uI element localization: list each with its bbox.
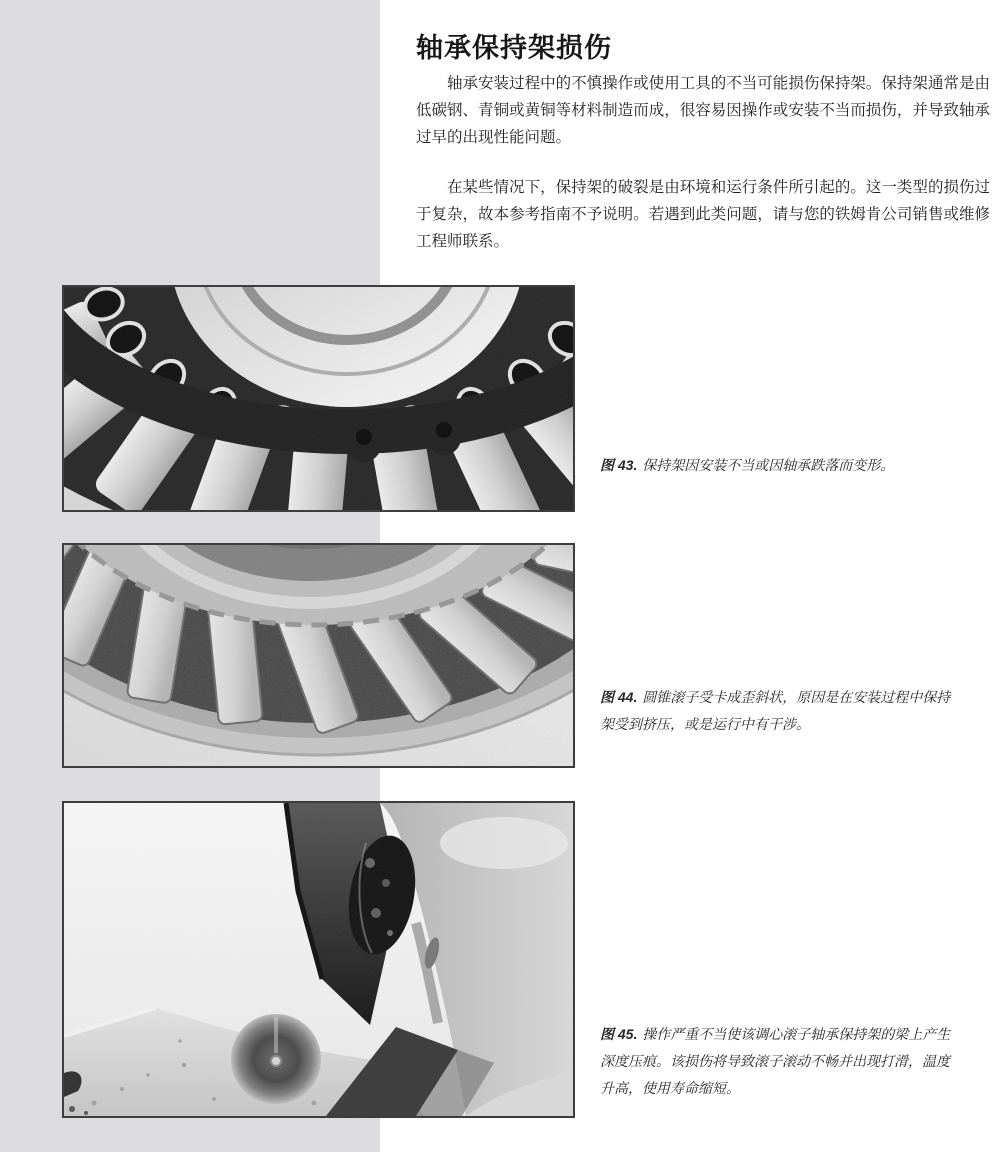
figure-45-label: 图 45. [600,1026,638,1042]
figure-43-image [62,285,575,512]
body-paragraph-2: 在某些情况下，保持架的破裂是由环境和运行条件所引起的。这一类型的损伤过于复杂，故本参考指南不予说明。若遇到此类问题，请与您的铁姆肯公司销售或维修工程师联系。 [416,179,990,250]
body-paragraph-1: 轴承安装过程中的不慎操作或使用工具的不当可能损伤保持架。保持架通常是由低碳钢、青铜或黄铜等材料制造而成，很容易因操作或安装不当而损伤，并导致轴承过早的出现性能问题。 [416,75,990,146]
figure-45-image [62,801,575,1118]
page-title: 轴承保持架损伤 [416,33,612,63]
figure-44-caption [600,684,962,738]
figure-45-caption [600,1021,962,1102]
figure-44-label: 图 44. [600,689,638,705]
figure-45-text: 操作严重不当使该调心滚子轴承保持架的梁上产生深度压痕。该损伤将导致滚子滚动不畅并出现打滑，温度升高，使用寿命缩短。 [600,1026,951,1096]
figure-44-text: 圆锥滚子受卡成歪斜状，原因是在安装过程中保持架受到挤压，或是运行中有干涉。 [600,689,951,732]
figure-43-label: 图 43. [600,457,638,473]
figure-44-image [62,543,575,768]
figure-43-caption [600,452,962,479]
figure-43-text: 保持架因安装不当或因轴承跌落而变形。 [642,457,895,473]
